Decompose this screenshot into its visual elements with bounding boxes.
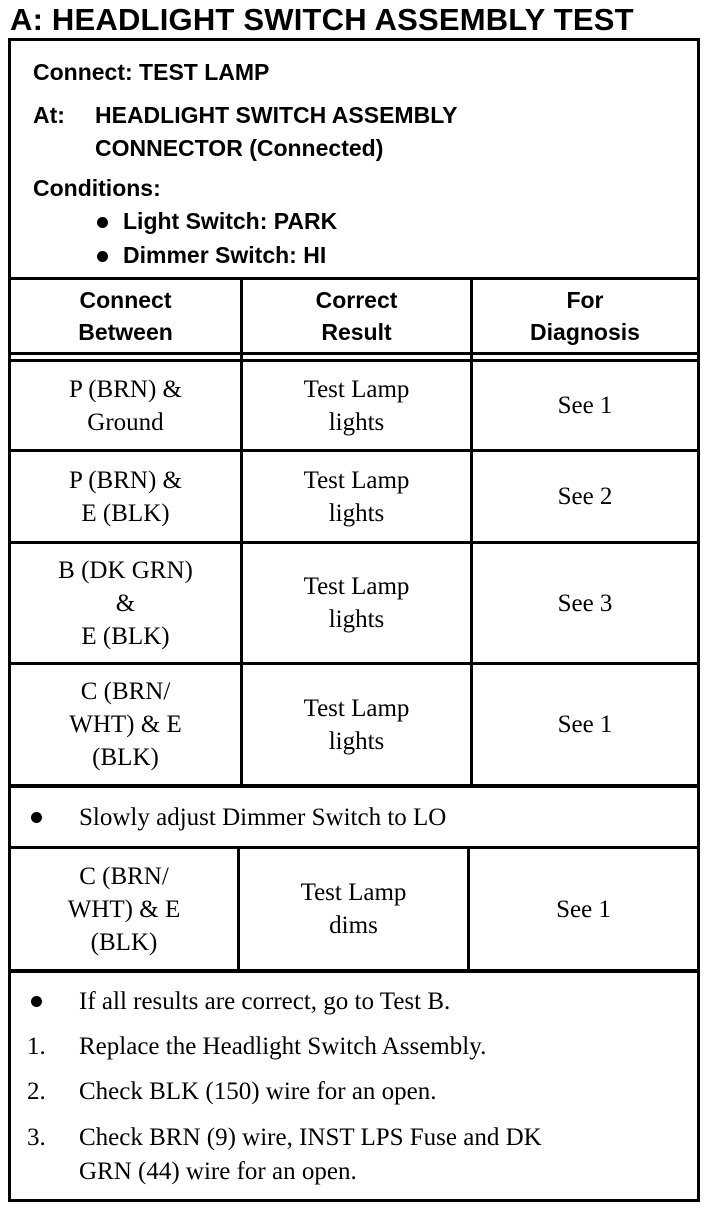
note-text: Check BLK (150) wire for an open. — [79, 1078, 437, 1105]
note-text: Replace the Headlight Switch Assembly. — [79, 1033, 487, 1060]
note-marker: 1. — [27, 1033, 46, 1060]
cell-for-diagnosis: See 3 — [557, 589, 613, 617]
instruction-bullet — [31, 812, 42, 823]
column-header-correct-result: Correct Result — [315, 287, 398, 345]
column-header-connect-between: Connect Between — [78, 287, 173, 345]
cell-correct-result: Test Lamp dims — [300, 879, 407, 939]
connect-line: Connect: TEST LAMP — [33, 59, 270, 85]
cell-for-diagnosis: See 1 — [556, 895, 611, 923]
cell-connect-between: B (DK GRN) & E (BLK) — [58, 556, 193, 650]
condition-bullet-2 — [97, 251, 108, 262]
cell-connect-between: P (BRN) & E (BLK) — [69, 466, 182, 527]
cell-correct-result: Test Lamp lights — [303, 375, 410, 436]
row-divider — [11, 969, 697, 973]
note-marker: 2. — [27, 1078, 46, 1105]
cell-correct-result: Test Lamp lights — [303, 466, 410, 527]
at-label: At: — [33, 102, 65, 128]
cell-for-diagnosis: See 1 — [557, 711, 613, 738]
cell-correct-result: Test Lamp lights — [303, 573, 410, 633]
column-header-divider-top — [11, 352, 697, 355]
column-header-for-diagnosis: For Diagnosis — [530, 287, 640, 345]
page-title: A: HEADLIGHT SWITCH ASSEMBLY TEST — [10, 2, 634, 37]
note-text: Check BRN (9) wire, INST LPS Fuse and DK GRN (44) wire for an open. — [79, 1124, 542, 1185]
note-marker: 3. — [27, 1124, 46, 1151]
condition-bullet-1 — [97, 217, 108, 228]
note-bullet — [31, 996, 42, 1007]
cell-for-diagnosis: See 2 — [557, 483, 613, 510]
cell-connect-between: C (BRN/ WHT) & E (BLK) — [69, 678, 182, 771]
cell-for-diagnosis: See 1 — [557, 392, 613, 419]
cell-correct-result: Test Lamp lights — [303, 694, 410, 755]
conditions-label: Conditions: — [33, 175, 161, 201]
cell-connect-between: C (BRN/ WHT) & E (BLK) — [67, 862, 181, 956]
instruction-text: Slowly adjust Dimmer Switch to LO — [79, 804, 447, 831]
at-line-1: HEADLIGHT SWITCH ASSEMBLY — [95, 102, 458, 128]
cell-connect-between: P (BRN) & Ground — [69, 375, 182, 436]
test-table — [8, 38, 700, 1202]
note-text: If all results are correct, go to Test B. — [79, 988, 451, 1015]
condition-1: Light Switch: PARK — [123, 208, 338, 234]
row-divider — [11, 784, 697, 788]
at-line-2: CONNECTOR (Connected) — [95, 135, 384, 161]
condition-2: Dimmer Switch: HI — [123, 242, 327, 268]
